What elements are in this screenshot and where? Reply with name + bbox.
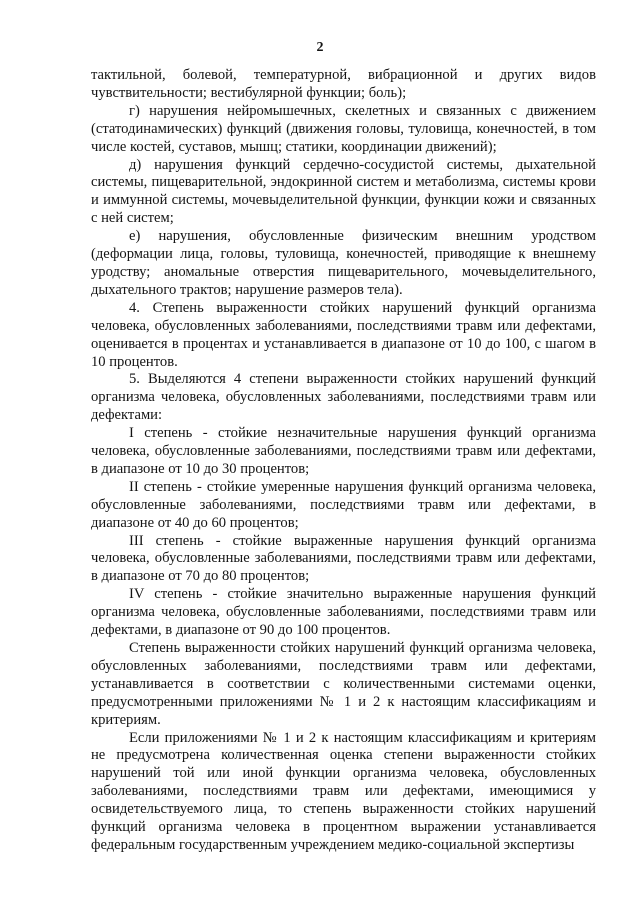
paragraph-no-quantitative-assessment: Если приложениями № 1 и 2 к настоящим классификациям и критериям не предусмотрена количественная оценка степени выраженности стойких нарушений той или иной функции организма человека, обусловленных заболеваниями, последствиями травм или дефектами, имеющимися у освидетельствуемого лица, то степень выраженности стойких нарушений функций организма человека в процентном выражении устанавливается федеральным государственным учреждением медико-социальной экспертизы bbox=[91, 729, 596, 853]
paragraph-cardiovascular: д) нарушения функций сердечно-сосудистой системы, дыхательной системы, пищеварительной, эндокринной систем и метаболизма, системы крови и иммунной системы, мочевыделительной функции, функции кожи и связанных с ней систем; bbox=[91, 156, 596, 227]
page-number: 2 bbox=[316, 40, 324, 55]
paragraph-degree-3: III степень - стойкие выраженные нарушения функций организма человека, обусловленные заболеваниями, последствиями травм или дефектами, в диапазоне от 70 до 80 процентов; bbox=[91, 532, 596, 585]
paragraph-item-4: 4. Степень выраженности стойких нарушений функций организма человека, обусловленных заболеваниями, последствиями травм или дефектами, оценивается в процентах и устанавливается в диапазоне от 10 до 100, с шагом в 10 процентов. bbox=[91, 299, 596, 370]
paragraph-item-5: 5. Выделяются 4 степени выраженности стойких нарушений функций организма человека, обусловленных заболеваниями, последствиями травм или дефектами: bbox=[91, 371, 596, 424]
paragraph-assessment-systems: Степень выраженности стойких нарушений функций организма человека, обусловленных заболеваниями, последствиями травм или дефектами, устанавливается в соответствии с количественными системами оценки, предусмотренными приложениями № 1 и 2 к настоящим классификациям и критериям. bbox=[91, 640, 596, 728]
paragraph-neuromuscular: г) нарушения нейромышечных, скелетных и связанных с движением (статодинамических) функций (движения головы, туловища, конечностей, в том числе костей, суставов, мышц; статики, координации движений); bbox=[91, 102, 596, 155]
paragraph-sensory-continuation: тактильной, болевой, температурной, вибрационной и других видов чувствительности; вестибулярной функции; боль); bbox=[91, 67, 596, 101]
paragraph-degree-1: I степень - стойкие незначительные нарушения функций организма человека, обусловленные заболеваниями, последствиями травм или дефектами, в диапазоне от 10 до 30 процентов; bbox=[91, 425, 596, 477]
paragraph-degree-4: IV степень - стойкие значительно выраженные нарушения функций организма человека, обусловленные заболеваниями, последствиями травм или дефектами, в диапазоне от 90 до 100 процентов. bbox=[91, 586, 596, 639]
paragraph-deformity: е) нарушения, обусловленные физическим внешним уродством (деформации лица, головы, туловища, конечностей, приводящие к внешнему уродству; аномальные отверстия пищеварительного, мочевыделительного, дыхательного трактов; нарушение размеров тела). bbox=[91, 228, 596, 298]
document-body bbox=[91, 67, 596, 855]
paragraph-degree-2: II степень - стойкие умеренные нарушения функций организма человека, обусловленные заболеваниями, последствиями травм или дефектами, в диапазоне от 40 до 60 процентов; bbox=[91, 478, 596, 531]
